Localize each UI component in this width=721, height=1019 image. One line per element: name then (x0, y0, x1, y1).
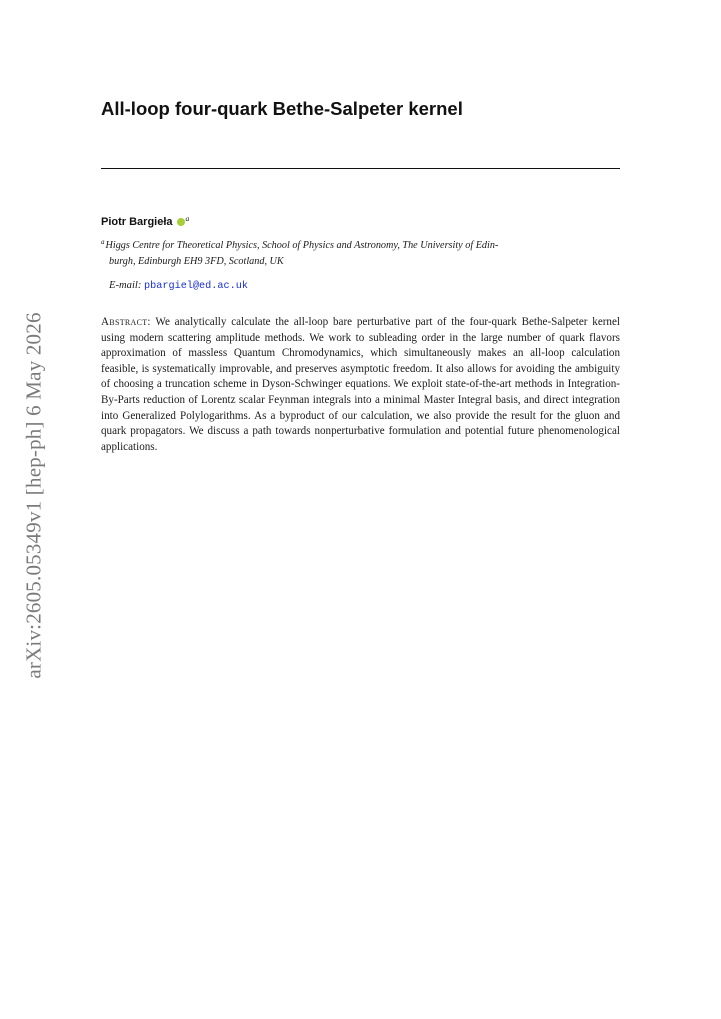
affiliation-mark: a (101, 238, 105, 246)
affiliation-text-1: Higgs Centre for Theoretical Physics, School of Physics and Astronomy, The University of Edin- (105, 240, 499, 251)
abstract-label: Abstract: (101, 316, 151, 328)
author-name: Piotr Bargieła (101, 216, 173, 228)
author-affiliation-mark: a (185, 213, 190, 223)
arxiv-identifier-stamp (14, 295, 54, 695)
email-label: E-mail: (109, 280, 142, 291)
email-link[interactable]: pbargiel@ed.ac.uk (144, 281, 248, 292)
email-line (109, 280, 248, 292)
title-divider (101, 168, 620, 169)
arxiv-identifier-text: arXiv:2605.05349v1 [hep-ph] 6 May 2026 (21, 311, 46, 679)
orcid-icon[interactable] (177, 218, 185, 226)
abstract-text: We analytically calculate the all-loop bare perturbative part of the four-quark Bethe-Salpeter kernel using modern scattering amplitude methods. We work to subleading order in the large number of quark flavors approximation of massless Quantum Chromodynamics, which simultaneously makes an all-loop calculation feasible, is systematically improvable, and preserves asymptotic freedom. It also allows for avoiding the ambiguity of choosing a truncation scheme in Dyson-Schwinger equations. We exploit state-of-the-art methods in Integration-By-Parts reduction of Lorentz scalar Feynman integrals into a minimal Master Integral basis, and direct integration into Generalized Polylogarithms. As a byproduct of our calculation, we also provide the result for the gluon and quark propagators. We discuss a path towards nonperturbative formulation and potential future phenomenological applications. (101, 316, 620, 453)
affiliation-line-1 (101, 238, 621, 254)
paper-title: All-loop four-quark Bethe-Salpeter kernel (101, 98, 463, 119)
abstract (101, 315, 620, 455)
affiliation (101, 238, 621, 270)
author-line (101, 213, 190, 228)
affiliation-line-2: burgh, Edinburgh EH9 3FD, Scotland, UK (109, 256, 284, 267)
